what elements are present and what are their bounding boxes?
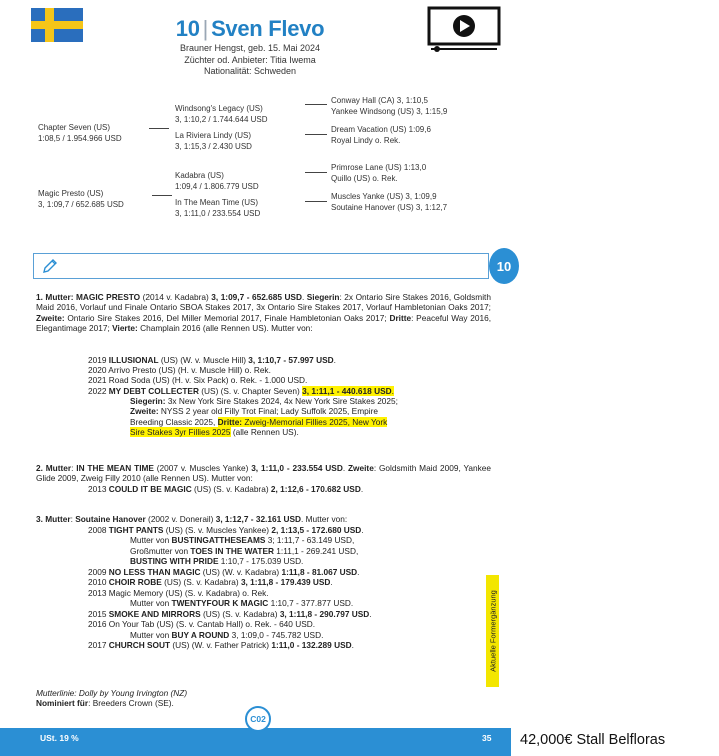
nominiert: Nominiert für: Breeders Crown (SE). xyxy=(36,698,174,708)
pedigree-dam: Magic Presto (US) 3, 1:09,7 / 652.685 USD xyxy=(38,189,124,209)
pedigree-gp3: Primrose Lane (US) 1:13,0 Quillo (US) o. Rek. xyxy=(331,163,427,183)
offspring-detail: Breeding Classic 2025, Dritte: Zweig-Memorial Fillies 2025, New York xyxy=(130,417,388,427)
offspring-detail: Siegerin: 3x New York Sire Stakes 2024, 4x New York Sire Stakes 2025; xyxy=(130,396,398,406)
nationality: Nationalität: Schweden xyxy=(203,66,297,76)
pedigree-dam-sire: Kadabra (US) 1:09,4 / 1.806.779 USD xyxy=(175,171,259,191)
page-number: 35 xyxy=(482,733,492,743)
pedigree-gp4: Muscles Yanke (US) 3, 1:09,9 Soutaine Hanover (US) 3, 1:12,7 xyxy=(331,192,448,212)
c02-badge: C02 xyxy=(245,706,271,732)
offspring-row: 2008 TIGHT PANTS (US) (S. v. Muscles Yankee) 2, 1:13,5 - 172.680 USD. xyxy=(88,525,364,535)
horse-description: Brauner Hengst, geb. 15. Mai 2024 xyxy=(179,43,321,53)
offspring-row: 2016 On Your Tab (US) (S. v. Cantab Hall) o. Rek. - 640 USD. xyxy=(88,619,316,629)
pedigree-gp2: Dream Vacation (US) 1:09,6 Royal Lindy o. Rek. xyxy=(331,125,431,145)
offspring-row: 2022 MY DEBT COLLECTER (US) (S. v. Chapter Seven) 3, 1:11,1 - 440.618 USD. xyxy=(88,386,394,396)
offspring-detail: Mutter von BUY A ROUND 3, 1:09,0 - 745.782 USD. xyxy=(130,630,324,640)
catalog-number: 10 xyxy=(175,16,200,41)
horse-name: Sven Flevo xyxy=(211,16,325,41)
side-tab: Aktuelle Formergänzung xyxy=(486,575,499,687)
offspring-row: 2021 Road Soda (US) (H. v. Six Pack) o. Rek. - 1.000 USD. xyxy=(88,375,308,385)
horse-info xyxy=(150,43,350,78)
offspring-row: 2019 ILLUSIONAL (US) (W. v. Muscle Hill) 3, 1:10,7 - 57.997 USD. xyxy=(88,355,336,365)
pedigree-gp1: Conway Hall (CA) 3, 1:10,5 Yankee Windsong (US) 3, 1:15,9 xyxy=(331,96,448,116)
offspring-row: 2009 NO LESS THAN MAGIC (US) (W. v. Kadabra) 1:11,8 - 81.067 USD. xyxy=(88,567,360,577)
offspring-row: 2013 Magic Memory (US) (S. v. Kadabra) o. Rek. xyxy=(88,588,269,598)
offspring-detail: Zweite: NYSS 2 year old Filly Trot Final; Lady Suffolk 2025, Empire xyxy=(130,406,378,416)
price-annotation: 42,000€ Stall Belfloras xyxy=(520,732,666,748)
dam-2-paragraph: 2. Mutter: IN THE MEAN TIME (2007 v. Muscles Yanke) 3, 1:11,0 - 233.554 USD. Zweite: Goldsmith Maid 2009, Yankee Glide 2009, Zweig Filly 2010 (alle Rennen US). Mutter von: xyxy=(36,463,491,484)
catalog-number-badge: 10 xyxy=(489,248,519,284)
mutterlinie: Mutterlinie: Dolly by Young Irvington (NZ) xyxy=(36,688,188,698)
dam-1-paragraph: 1. Mutter: MAGIC PRESTO (2014 v. Kadabra) 3, 1:09,7 - 652.685 USD. Siegerin: 2x Ontario Sire Stakes 2016, Goldsmith Maid 2016, Vorlauf und Finale Ontario SBOA Stakes 2017, 3x Ontario Sire Stakes 2017, Vorlauf Hambletonian Oaks 2017; Zweite: Ontario Sire Stakes 2016, Del Miller Memorial 2017, Finale Hambletonian Oaks 2017; Dritte: Peaceful Way 2016, Elegantimage 2017; Vierte: Champlain 2016 (alle Rennen US). Mutter von: xyxy=(36,292,492,334)
play-video-icon[interactable] xyxy=(427,6,501,52)
breeder: Züchter od. Anbieter: Titia Iwema xyxy=(184,54,316,65)
offspring-detail: Sire Stakes 3yr Fillies 2025 (alle Rennen US). xyxy=(130,427,299,437)
pedigree-sire-sire: Windsong's Legacy (US) 3, 1:10,2 / 1.744.644 USD xyxy=(175,104,268,124)
offspring-row: 2013 COULD IT BE MAGIC (US) (S. v. Kadabra) 2, 1:12,6 - 170.682 USD. xyxy=(88,484,364,494)
vat-label: USt. 19 % xyxy=(40,733,79,743)
offspring-detail: Großmutter von TOES IN THE WATER 1:11,1 - 269.241 USD, xyxy=(130,546,359,556)
dam-3-paragraph: 3. Mutter: Soutaine Hanover (2002 v. Donerail) 3, 1:12,7 - 32.161 USD. Mutter von: xyxy=(36,514,348,524)
offspring-row: 2010 CHOIR ROBE (US) (S. v. Kadabra) 3, 1:11,8 - 179.439 USD. xyxy=(88,577,333,587)
pedigree-sire: Chapter Seven (US) 1:08,5 / 1.954.966 USD xyxy=(38,123,122,143)
offspring-row: 2020 Arrivo Presto (US) (H. v. Muscle Hill) o. Rek. xyxy=(88,365,271,375)
notes-field[interactable] xyxy=(33,253,489,279)
offspring-detail: Mutter von BUSTINGATTHESEAMS 3; 1:11,7 - 63.149 USD, xyxy=(130,535,355,545)
page-footer xyxy=(0,728,511,756)
pedigree-sire-dam: La Riviera Lindy (US) 3, 1:15,3 / 2.430 USD xyxy=(175,131,252,151)
offspring-detail: Mutter von TWENTYFOUR K MAGIC 1:10,7 - 377.877 USD. xyxy=(130,598,354,608)
horse-title: 10 | Sven Flevo xyxy=(175,16,325,41)
offspring-detail: BUSTING WITH PRIDE 1:10,7 - 175.039 USD. xyxy=(130,556,304,566)
sweden-flag-icon xyxy=(31,8,83,42)
offspring-row: 2017 CHURCH SOUT (US) (W. v. Father Patrick) 1:11,0 - 132.289 USD. xyxy=(88,640,354,650)
pencil-icon xyxy=(42,258,58,274)
pedigree-dam-dam: In The Mean Time (US) 3, 1:11,0 / 233.554 USD xyxy=(175,198,261,218)
offspring-row: 2015 SMOKE AND MIRRORS (US) (S. v. Kadabra) 3, 1:11,8 - 290.797 USD. xyxy=(88,609,372,619)
